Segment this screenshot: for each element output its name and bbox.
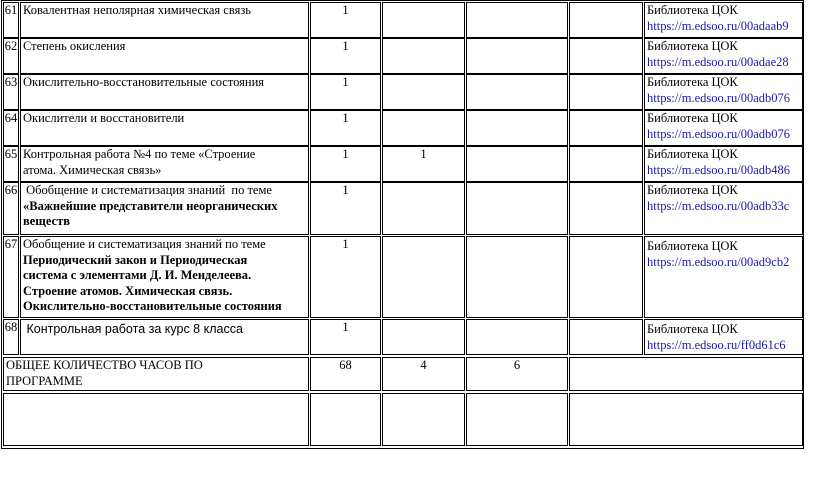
practical-works-cell bbox=[466, 38, 568, 74]
date-cell bbox=[569, 319, 643, 355]
resource-link[interactable]: https://m.edsoo.ru/00adb076 bbox=[647, 90, 791, 105]
resource-cell bbox=[644, 319, 803, 355]
date-cell bbox=[569, 2, 643, 38]
resource-label: Библиотека ЦОК bbox=[647, 111, 738, 125]
total-control-value: 4 bbox=[420, 358, 427, 372]
control-works-cell bbox=[382, 74, 465, 110]
row-number bbox=[3, 182, 19, 235]
row-number bbox=[3, 2, 19, 38]
hours-value: 1 bbox=[342, 39, 349, 53]
resource-label: Библиотека ЦОК bbox=[647, 183, 738, 197]
topic-text: Контрольная работа за курс 8 класса bbox=[23, 322, 243, 336]
empty-cell bbox=[382, 393, 465, 446]
total-label-line: ОБЩЕЕ КОЛИЧЕСТВО ЧАСОВ ПО bbox=[6, 358, 203, 372]
control-works-cell bbox=[382, 182, 465, 235]
lesson-topic bbox=[20, 110, 309, 146]
control-works-cell bbox=[382, 319, 465, 355]
empty-cell bbox=[569, 393, 803, 446]
lesson-topic bbox=[20, 319, 309, 355]
hours-cell bbox=[310, 110, 381, 146]
resource-cell bbox=[644, 236, 803, 318]
hours-cell bbox=[310, 38, 381, 74]
lesson-topic bbox=[20, 146, 309, 182]
row-number-text: 68 bbox=[4, 320, 18, 334]
topic-line-bold: система с элементами Д. И. Менделеева. bbox=[23, 268, 252, 282]
empty-cell bbox=[310, 393, 381, 446]
hours-cell bbox=[310, 319, 381, 355]
hours-cell bbox=[310, 74, 381, 110]
resource-cell bbox=[644, 110, 803, 146]
resource-cell bbox=[644, 2, 803, 38]
practical-works-cell bbox=[466, 236, 568, 318]
hours-cell bbox=[310, 2, 381, 38]
row-number-text: 62 bbox=[4, 39, 18, 53]
resource-cell bbox=[644, 74, 803, 110]
row-number-text: 67 bbox=[4, 237, 18, 251]
topic-line: атома. Химическая связь» bbox=[23, 162, 162, 177]
hours-cell bbox=[310, 146, 381, 182]
row-number-text: 66 bbox=[4, 183, 18, 197]
resource-link[interactable]: https://m.edsoo.ru/00adae28 bbox=[647, 54, 789, 69]
resource-label: Библиотека ЦОК bbox=[647, 75, 738, 89]
topic-text: Степень окисления bbox=[23, 39, 126, 53]
hours-value: 1 bbox=[342, 183, 349, 197]
resource-cell bbox=[644, 146, 803, 182]
resource-label: Библиотека ЦОК bbox=[647, 147, 738, 161]
control-works-cell bbox=[382, 236, 465, 318]
control-works-cell bbox=[382, 110, 465, 146]
total-hours-cell bbox=[310, 357, 381, 391]
date-cell bbox=[569, 38, 643, 74]
topic-line-bold: Периодический закон и Периодическая bbox=[23, 252, 248, 267]
total-label-cell bbox=[3, 357, 309, 391]
total-control-cell bbox=[382, 357, 465, 391]
total-empty-cell bbox=[569, 357, 803, 391]
hours-value: 1 bbox=[342, 320, 349, 334]
resource-link[interactable]: https://m.edsoo.ru/00adb076 bbox=[647, 126, 791, 141]
control-works-cell bbox=[382, 38, 465, 74]
date-cell bbox=[569, 146, 643, 182]
resource-label: Библиотека ЦОК bbox=[647, 39, 738, 53]
date-cell bbox=[569, 236, 643, 318]
practical-works-cell bbox=[466, 2, 568, 38]
lesson-topic bbox=[20, 38, 309, 74]
practical-works-cell bbox=[466, 110, 568, 146]
lesson-topic bbox=[20, 2, 309, 38]
row-number-text: 65 bbox=[4, 147, 18, 161]
practical-works-cell bbox=[466, 319, 568, 355]
control-works-cell bbox=[382, 2, 465, 38]
resource-label: Библиотека ЦОК bbox=[647, 239, 738, 253]
topic-line-bold: веществ bbox=[23, 214, 70, 228]
practical-works-cell bbox=[466, 182, 568, 235]
resource-cell bbox=[644, 182, 803, 235]
row-number bbox=[3, 110, 19, 146]
date-cell bbox=[569, 182, 643, 235]
hours-cell bbox=[310, 236, 381, 318]
topic-text: Окислители и восстановители bbox=[23, 111, 185, 125]
date-cell bbox=[569, 110, 643, 146]
row-number bbox=[3, 38, 19, 74]
total-practical-cell bbox=[466, 357, 568, 391]
control-works-cell bbox=[382, 146, 465, 182]
practical-works-cell bbox=[466, 74, 568, 110]
hours-value: 1 bbox=[342, 111, 349, 125]
resource-link[interactable]: https://m.edsoo.ru/00adb486 bbox=[647, 162, 791, 177]
hours-cell bbox=[310, 182, 381, 235]
hours-value: 1 bbox=[342, 147, 349, 161]
total-practical-value: 6 bbox=[513, 358, 521, 372]
row-number bbox=[3, 319, 19, 355]
hours-value: 1 bbox=[342, 75, 349, 89]
hours-value: 1 bbox=[342, 237, 349, 251]
row-number bbox=[3, 146, 19, 182]
topic-line-bold: Окислительно-восстановительные состояния bbox=[23, 299, 282, 313]
resource-link[interactable]: https://m.edsoo.ru/ff0d61c6 bbox=[647, 337, 786, 352]
resource-cell bbox=[644, 38, 803, 74]
resource-link[interactable]: https://m.edsoo.ru/00ad9cb2 bbox=[647, 254, 790, 269]
lesson-topic bbox=[20, 236, 309, 318]
row-number bbox=[3, 74, 19, 110]
lesson-topic bbox=[20, 74, 309, 110]
resource-label: Библиотека ЦОК bbox=[647, 322, 738, 336]
row-number bbox=[3, 236, 19, 318]
control-value: 1 bbox=[420, 147, 427, 161]
lesson-topic bbox=[20, 182, 309, 235]
topic-line: Обобщение и систематизация знаний по теме bbox=[23, 237, 266, 251]
hours-value: 1 bbox=[342, 3, 349, 17]
topic-line: Контрольная работа №4 по теме «Строение bbox=[23, 147, 256, 161]
empty-cell bbox=[3, 393, 309, 446]
topic-line-bold: «Важнейшие представители неорганических bbox=[23, 198, 278, 213]
row-number-text: 61 bbox=[4, 3, 18, 17]
empty-cell bbox=[466, 393, 568, 446]
row-number-text: 64 bbox=[4, 111, 18, 125]
practical-works-cell bbox=[466, 146, 568, 182]
resource-link[interactable]: https://m.edsoo.ru/00adb33c bbox=[647, 198, 790, 213]
resource-label: Библиотека ЦОК bbox=[647, 3, 738, 17]
topic-line-bold: Строение атомов. Химическая связь. bbox=[23, 283, 233, 298]
topic-text: Ковалентная неполярная химическая связь bbox=[23, 3, 251, 17]
resource-link[interactable]: https://m.edsoo.ru/00adaab9 bbox=[647, 18, 789, 33]
topic-line: Обобщение и систематизация знаний по теме bbox=[23, 183, 272, 197]
row-number-text: 63 bbox=[4, 75, 18, 89]
topic-text: Окислительно-восстановительные состояния bbox=[23, 75, 265, 89]
total-hours-value: 68 bbox=[339, 358, 352, 372]
total-label-line: ПРОГРАММЕ bbox=[6, 373, 83, 388]
date-cell bbox=[569, 74, 643, 110]
